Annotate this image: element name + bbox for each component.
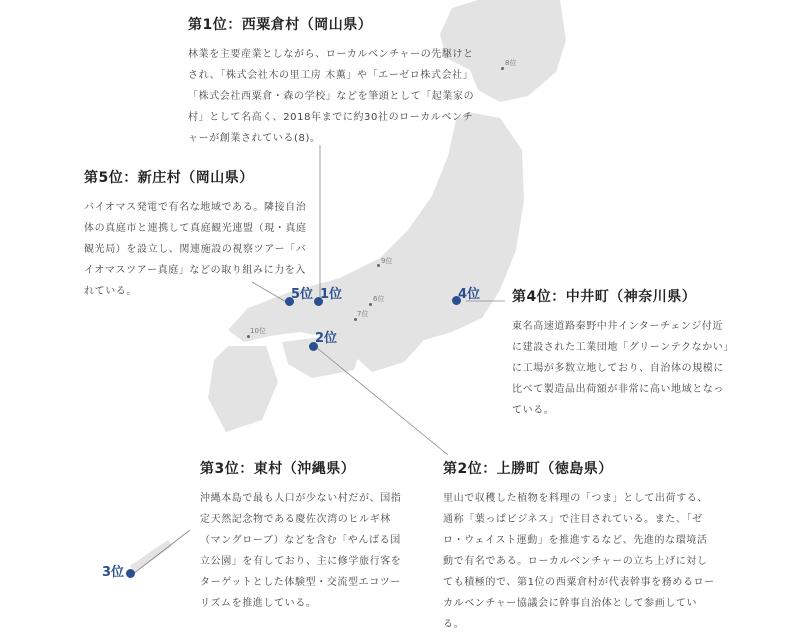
marker-label-1: 1位 (320, 287, 343, 302)
minor-label-10: 10位 (250, 327, 266, 335)
rank-2-block (443, 458, 718, 635)
minor-label-8: 8位 (505, 59, 517, 67)
marker-label-4: 4位 (458, 287, 481, 302)
rank-3-text: 沖縄本島で最も人口が少ない村だが、国指定天然記念物である慶佐次湾のヒルギ林（マングローブ）などを含む「やんばる国立公園」を有しており、主に修学旅行客をターゲットとした体験型・交流型エコツーリズムを推進している。 (200, 493, 402, 609)
marker-label-5: 5位 (291, 287, 314, 302)
minor-label-7: 7位 (357, 310, 369, 318)
rank-4-block (512, 286, 732, 421)
rank-4-text: 東名高速道路秦野中井インターチェンジ付近に建設された工業団地「グリーンテクなかい」に工場が多数立地しており、自治体の規模に比べて製造品出荷額が非常に高い地域となっている。 (512, 321, 729, 416)
rank-3-block (200, 458, 410, 614)
minor-label-9: 9位 (381, 257, 393, 265)
okinawa-island (130, 540, 172, 572)
marker-label-2: 2位 (315, 331, 338, 346)
rank-1-block (188, 14, 478, 149)
rank-2-title: 第2位：上勝町（徳島県） (443, 461, 613, 477)
rank-3-title: 第3位：東村（沖縄県） (200, 461, 356, 477)
leader-line-3 (133, 530, 190, 574)
rank-4-title: 第4位：中井町（神奈川県） (512, 289, 697, 305)
minor-dot-9 (377, 264, 380, 267)
marker-dot-3 (126, 569, 135, 578)
minor-dot-6 (369, 303, 372, 306)
minor-dot-8 (501, 67, 504, 70)
minor-label-6: 6位 (373, 295, 385, 303)
rank-5-text: バイオマス発電で有名な地域である。隣接自治体の真庭市と連携して真庭観光連盟（現・真庭観光局）を設立し、関連施設の視察ツアー「バイオマスツアー真庭」などの取り組みに力を入れている。 (84, 202, 307, 297)
rank-1-text: 林業を主要産業としながら、ローカルベンチャーの先駆けとされ、「株式会社木の里工房 木薫」や「エーゼロ株式会社」「株式会社西粟倉・森の学校」などを筆頭として「起業家の村」として名高く、2018年までに約30社のローカルベンチャーが創業されている(8)。 (188, 49, 475, 144)
rank-2-text: 里山で収穫した植物を料理の「つま」として出荷する、通称「葉っぱビジネス」で注目されている。また、「ゼロ・ウェイスト運動」を推進するなど、先進的な環境活動で有名である。ローカルベンチャーの立ち上げに対しても積極的で、第1位の西粟倉村が代表幹事を務めるローカルベンチャー協議会に幹事自治体として参画している。 (443, 493, 715, 630)
kyushu (208, 346, 278, 432)
rank-5-block (84, 167, 309, 302)
rank-5-title: 第5位：新庄村（岡山県） (84, 170, 254, 186)
marker-label-3: 3位 (102, 565, 125, 580)
rank-1-title: 第1位：西粟倉村（岡山県） (188, 17, 373, 33)
